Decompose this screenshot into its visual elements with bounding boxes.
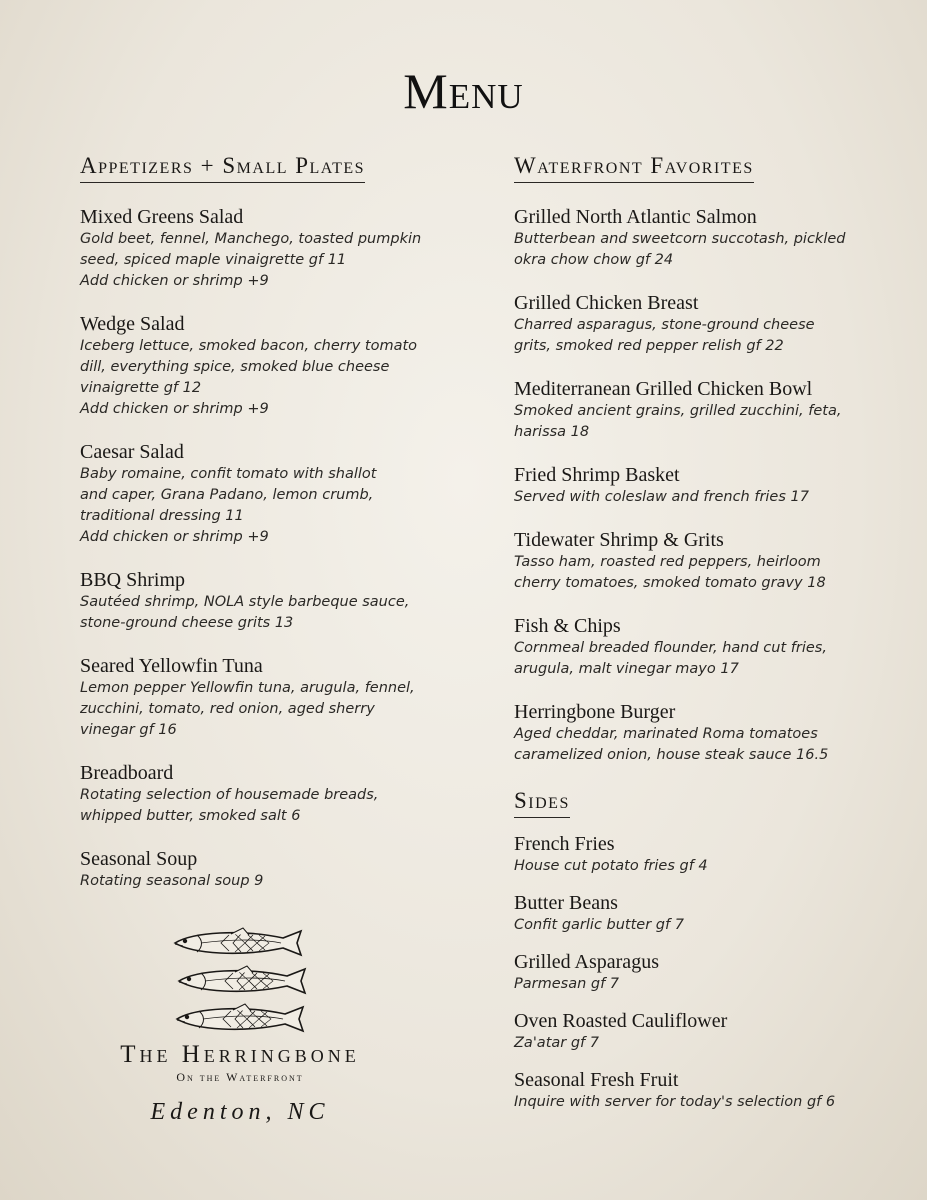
appetizers-column [80,153,450,912]
menu-item [80,761,450,827]
item-description: Za'atar gf 7 [514,1035,599,1051]
item-description: Rotating seasonal soup 9 [80,873,264,889]
item-description: Tasso ham, roasted red peppers, heirloom cherry tomatoes, smoked tomato gravy 18 [514,554,826,591]
item-name: Seared Yellowfin Tuna [80,655,263,677]
item-name: Fried Shrimp Basket [514,464,680,486]
menu-item [514,832,894,877]
menu-item [80,440,450,548]
menu-item [514,463,894,508]
item-description: Iceberg lettuce, smoked bacon, cherry tomato dill, everything spice, smoked blue cheese vinaigrette gf 12 Add chicken or shrimp +9 [80,338,418,417]
favorites-heading: Waterfront Favorites [514,153,754,183]
item-name: Wedge Salad [80,313,185,335]
menu-item [514,700,894,766]
item-description: Inquire with server for today's selection gf 6 [514,1094,836,1110]
item-description: Butterbean and sweetcorn succotash, pickled okra chow chow gf 24 [514,231,846,268]
item-name: Breadboard [80,762,174,784]
item-name: Herringbone Burger [514,701,676,723]
item-name: Caesar Salad [80,441,184,463]
item-description: Sautéed shrimp, NOLA style barbeque sauce, stone-ground cheese grits 13 [80,594,410,631]
favorites-column [514,153,894,1127]
item-description: Charred asparagus, stone-ground cheese grits, smoked red pepper relish gf 22 [514,317,815,354]
menu-item [514,205,894,271]
item-description: Lemon pepper Yellowfin tuna, arugula, fennel, zucchini, tomato, red onion, aged sherry vinegar gf 16 [80,680,415,738]
item-name: Grilled North Atlantic Salmon [514,206,757,228]
menu-item [514,1068,894,1113]
menu-item [514,614,894,680]
item-description: Parmesan gf 7 [514,976,620,992]
item-description: Gold beet, fennel, Manchego, toasted pumpkin seed, spiced maple vinaigrette gf 11 Add chicken or shrimp +9 [80,231,422,289]
three-herring-fish-icon [165,925,315,1037]
menu-item [514,891,894,936]
item-name: Fish & Chips [514,615,621,637]
item-description: Cornmeal breaded flounder, hand cut fries, arugula, malt vinegar mayo 17 [514,640,827,677]
menu-item [514,291,894,357]
menu-item [514,528,894,594]
sides-section [514,788,894,1113]
item-description: Aged cheddar, marinated Roma tomatoes caramelized onion, house steak sauce 16.5 [514,726,829,763]
menu-item [514,950,894,995]
restaurant-location: Edenton, NC [150,1099,330,1125]
item-description: Smoked ancient grains, grilled zucchini, feta, harissa 18 [514,403,842,440]
item-description: House cut potato fries gf 4 [514,858,708,874]
menu-item [514,377,894,443]
item-description: Baby romaine, confit tomato with shallot and caper, Grana Padano, lemon crumb, traditional dressing 11 Add chicken or shrimp +9 [80,466,377,545]
restaurant-logo [90,925,390,1126]
item-name: French Fries [514,833,615,855]
item-name: Butter Beans [514,892,618,914]
menu-item [80,654,450,741]
sides-heading: Sides [514,788,570,818]
item-description: Rotating selection of housemade breads, whipped butter, smoked salt 6 [80,787,379,824]
item-name: Grilled Chicken Breast [514,292,699,314]
item-name: Tidewater Shrimp & Grits [514,529,724,551]
item-name: Mixed Greens Salad [80,206,244,228]
menu-item [514,1009,894,1054]
item-name: Seasonal Fresh Fruit [514,1069,679,1091]
appetizers-heading: Appetizers + Small Plates [80,153,365,183]
page-title: Menu [403,63,524,119]
item-description: Confit garlic butter gf 7 [514,917,684,933]
item-name: Seasonal Soup [80,848,198,870]
restaurant-tagline: On the Waterfront [176,1070,304,1084]
item-name: Grilled Asparagus [514,951,659,973]
item-name: Mediterranean Grilled Chicken Bowl [514,378,813,400]
item-name: Oven Roasted Cauliflower [514,1010,728,1032]
menu-item [80,312,450,420]
menu-item [80,847,450,892]
menu-item [80,205,450,292]
item-name: BBQ Shrimp [80,569,186,591]
restaurant-name: The Herringbone [120,1041,360,1068]
menu-item [80,568,450,634]
item-description: Served with coleslaw and french fries 17 [514,489,809,505]
